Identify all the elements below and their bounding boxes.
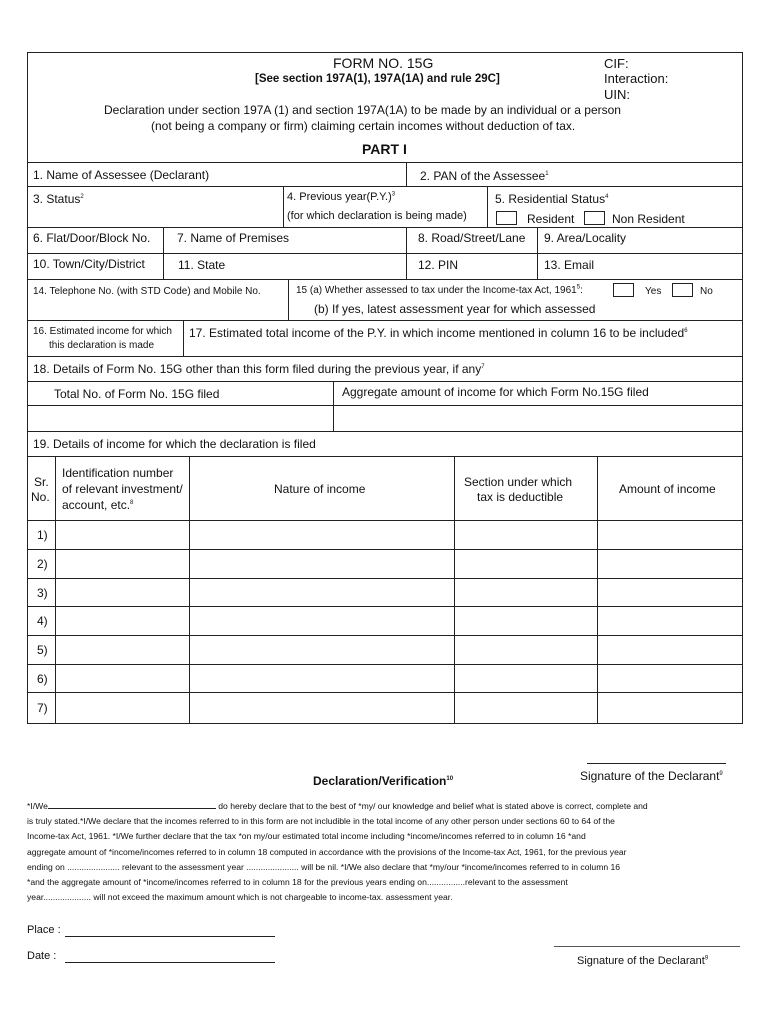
declaration-line-1: Declaration under section 197A (1) and section 197A(1A) to be made by an individual or a person (104, 103, 621, 117)
row-number: 5) (37, 643, 48, 657)
signature-line (587, 763, 726, 764)
signature-line (554, 946, 740, 947)
col-no: No. (31, 490, 50, 504)
place-label: Place : (27, 924, 61, 936)
footnote-ref: 5 (576, 284, 581, 291)
footnote-ref: 8 (130, 500, 134, 506)
rule (406, 227, 407, 279)
footnote-ref: 3 (391, 191, 396, 198)
row-number: 4) (37, 614, 48, 628)
field-income-details: 19. Details of income for which the declaration is filed (33, 437, 316, 451)
date-field[interactable] (65, 962, 275, 963)
field-aggregate-amount: Aggregate amount of income for which Form No.15G filed (342, 385, 649, 399)
rule (27, 162, 743, 163)
field-other-15g-details (33, 362, 485, 376)
declaration-text: Income-tax Act, 1961. *I/We further declare that the tax *on my/our estimated total income including *income/incomes referred to in column 16 *and (27, 831, 586, 842)
field-assessed-colon: : (580, 285, 583, 296)
assessed-no-label: No (700, 286, 713, 297)
field-estimated-total-income-label: 17. Estimated total income of the P.Y. in which income mentioned in column 16 to be included (189, 326, 685, 340)
field-pan-label: 2. PAN of the Assessee (420, 169, 546, 183)
footnote-ref: 1 (545, 171, 549, 177)
field-pan (420, 169, 549, 183)
footnote-ref: 9 (719, 771, 723, 777)
footnote-ref: 10 (446, 776, 454, 782)
declaration-paragraph (27, 799, 743, 905)
verification-heading-label: Declaration/Verification (313, 774, 447, 788)
row-number: 2) (37, 557, 48, 571)
declaration-text: is truly stated.*I/We declare that the incomes referred to in this form are not includible in the total income of any other person under sections 60 to 64 of the (27, 816, 615, 827)
footnote-ref: 9 (704, 955, 709, 962)
rule (183, 320, 184, 356)
uin-label: UIN: (604, 87, 630, 102)
place-field[interactable] (65, 936, 275, 937)
field-area-locality: 9. Area/Locality (544, 231, 627, 245)
rule (283, 186, 284, 227)
rule (27, 606, 743, 607)
signature-bottom (577, 955, 708, 967)
field-estimated-income-line-1: 16. Estimated income for which (33, 326, 172, 337)
field-latest-assessment-year: (b) If yes, latest assessment year for which assessed (314, 302, 596, 316)
col-sr: Sr. (34, 475, 49, 489)
declaration-text: *I/We (27, 801, 48, 811)
part-heading: PART I (362, 141, 407, 157)
non-resident-label: Non Resident (612, 212, 685, 226)
field-email: 13. Email (544, 258, 595, 272)
rule (537, 227, 538, 279)
rule (27, 456, 743, 457)
date-label: Date : (27, 950, 57, 962)
rule (27, 279, 743, 280)
field-name-of-assessee: 1. Name of Assessee (Declarant) (33, 168, 210, 182)
field-previous-year (287, 191, 395, 203)
rule (163, 227, 164, 279)
signature-bottom-label: Signature of the Declarant (577, 955, 705, 967)
col-identification-line-2: of relevant investment/ (62, 482, 183, 496)
field-town-city: 10. Town/City/District (33, 257, 145, 271)
rule (55, 456, 56, 724)
row-number: 6) (37, 672, 48, 686)
field-status (33, 192, 84, 206)
rule (27, 381, 743, 382)
rule (27, 405, 743, 406)
field-previous-year-label: 4. Previous year(P.Y.) (287, 191, 392, 203)
field-state: 11. State (178, 258, 226, 272)
rule (288, 279, 289, 320)
field-telephone: 14. Telephone No. (with STD Code) and Mobile No. (33, 286, 261, 297)
form-title: FORM NO. 15G (333, 55, 434, 71)
assessed-yes-label: Yes (645, 286, 662, 297)
signature-top-label: Signature of the Declarant (580, 769, 720, 783)
rule (27, 664, 743, 665)
form-subtitle: [See section 197A(1), 197A(1A) and rule 29C] (255, 73, 500, 85)
rule (487, 186, 488, 227)
col-identification-line-1: Identification number (62, 466, 174, 480)
field-estimated-total-income (189, 326, 688, 340)
rule (27, 578, 743, 579)
declaration-text: ending on ...................... relevant to the assessment year ...................... will be nil. *I/We also declare that *my/our *income/incomes referred to in column 16 (27, 861, 621, 872)
field-previous-year-note: (for which declaration is being made) (287, 210, 467, 222)
field-assessed-to-tax (296, 285, 583, 296)
col-section-line-2: tax is deductible (477, 490, 564, 504)
col-amount-of-income: Amount of income (619, 482, 716, 496)
rule (27, 635, 743, 636)
row-number: 1) (37, 528, 48, 542)
verification-heading (313, 774, 453, 788)
resident-checkbox[interactable] (496, 211, 517, 225)
row-number: 7) (37, 701, 48, 715)
declaration-text: *and the aggregate amount of *income/incomes referred to in column 18 for the previous years ending on................relevant to the assessment (27, 877, 568, 888)
col-section-line-1: Section under which (464, 475, 573, 489)
non-resident-checkbox[interactable] (584, 211, 605, 225)
footnote-ref: 6 (684, 328, 688, 334)
field-status-label: 3. Status (33, 192, 81, 206)
rule (189, 456, 190, 724)
footnote-ref: 2 (80, 194, 84, 200)
rule (27, 186, 743, 187)
declaration-text: do hereby declare that to the best of *my/ our knowledge and belief what is stated above is correct, complete and (218, 801, 648, 811)
footnote-ref: 7 (481, 364, 485, 370)
assessed-no-checkbox[interactable] (672, 283, 693, 297)
col-identification-line-3 (62, 498, 133, 512)
field-total-15g-filed: Total No. of Form No. 15G filed (54, 387, 220, 401)
col-nature-of-income: Nature of income (274, 482, 366, 496)
resident-label: Resident (527, 212, 575, 226)
field-assessed-to-tax-label: 15 (a) Whether assessed to tax under the Income-tax Act, 1961 (296, 285, 577, 296)
rule (27, 227, 743, 228)
name-blank[interactable] (48, 800, 216, 809)
field-pin: 12. PIN (418, 258, 459, 272)
declaration-line-2: (not being a company or firm) claiming certain incomes without deduction of tax. (151, 119, 576, 133)
field-flat-door: 6. Flat/Door/Block No. (33, 231, 151, 245)
cif-label: CIF: (604, 56, 629, 71)
rule (454, 456, 455, 724)
declaration-text: aggregate amount of *income/incomes referred to in column 18 computed in accordance with the provisions of the Income-tax Act, 1961, for the previous year (27, 846, 627, 857)
rule (27, 520, 743, 521)
rule (597, 456, 598, 724)
declaration-text: year.................... will not exceed the maximum amount which is not chargeable to income-tax. assessment year. (27, 892, 453, 903)
footnote-ref: 4 (605, 194, 609, 200)
row-number: 3) (37, 586, 48, 600)
rule (27, 549, 743, 550)
field-premises: 7. Name of Premises (177, 231, 290, 245)
rule (27, 253, 743, 254)
interaction-label: Interaction: (604, 71, 669, 86)
field-estimated-income-line-2: this declaration is made (49, 340, 155, 351)
field-residential-status-label: 5. Residential Status (495, 192, 606, 206)
rule (27, 692, 743, 693)
field-residential-status (495, 192, 608, 206)
field-road-street: 8. Road/Street/Lane (418, 231, 526, 245)
rule (27, 431, 743, 432)
signature-top (580, 769, 723, 783)
field-other-15g-details-label: 18. Details of Form No. 15G other than this form filed during the previous year, if any (33, 362, 482, 376)
assessed-yes-checkbox[interactable] (613, 283, 634, 297)
rule (27, 320, 743, 321)
rule (333, 381, 334, 431)
col-identification-line-3-label: account, etc. (62, 498, 131, 512)
rule (27, 356, 743, 357)
rule (406, 162, 407, 186)
